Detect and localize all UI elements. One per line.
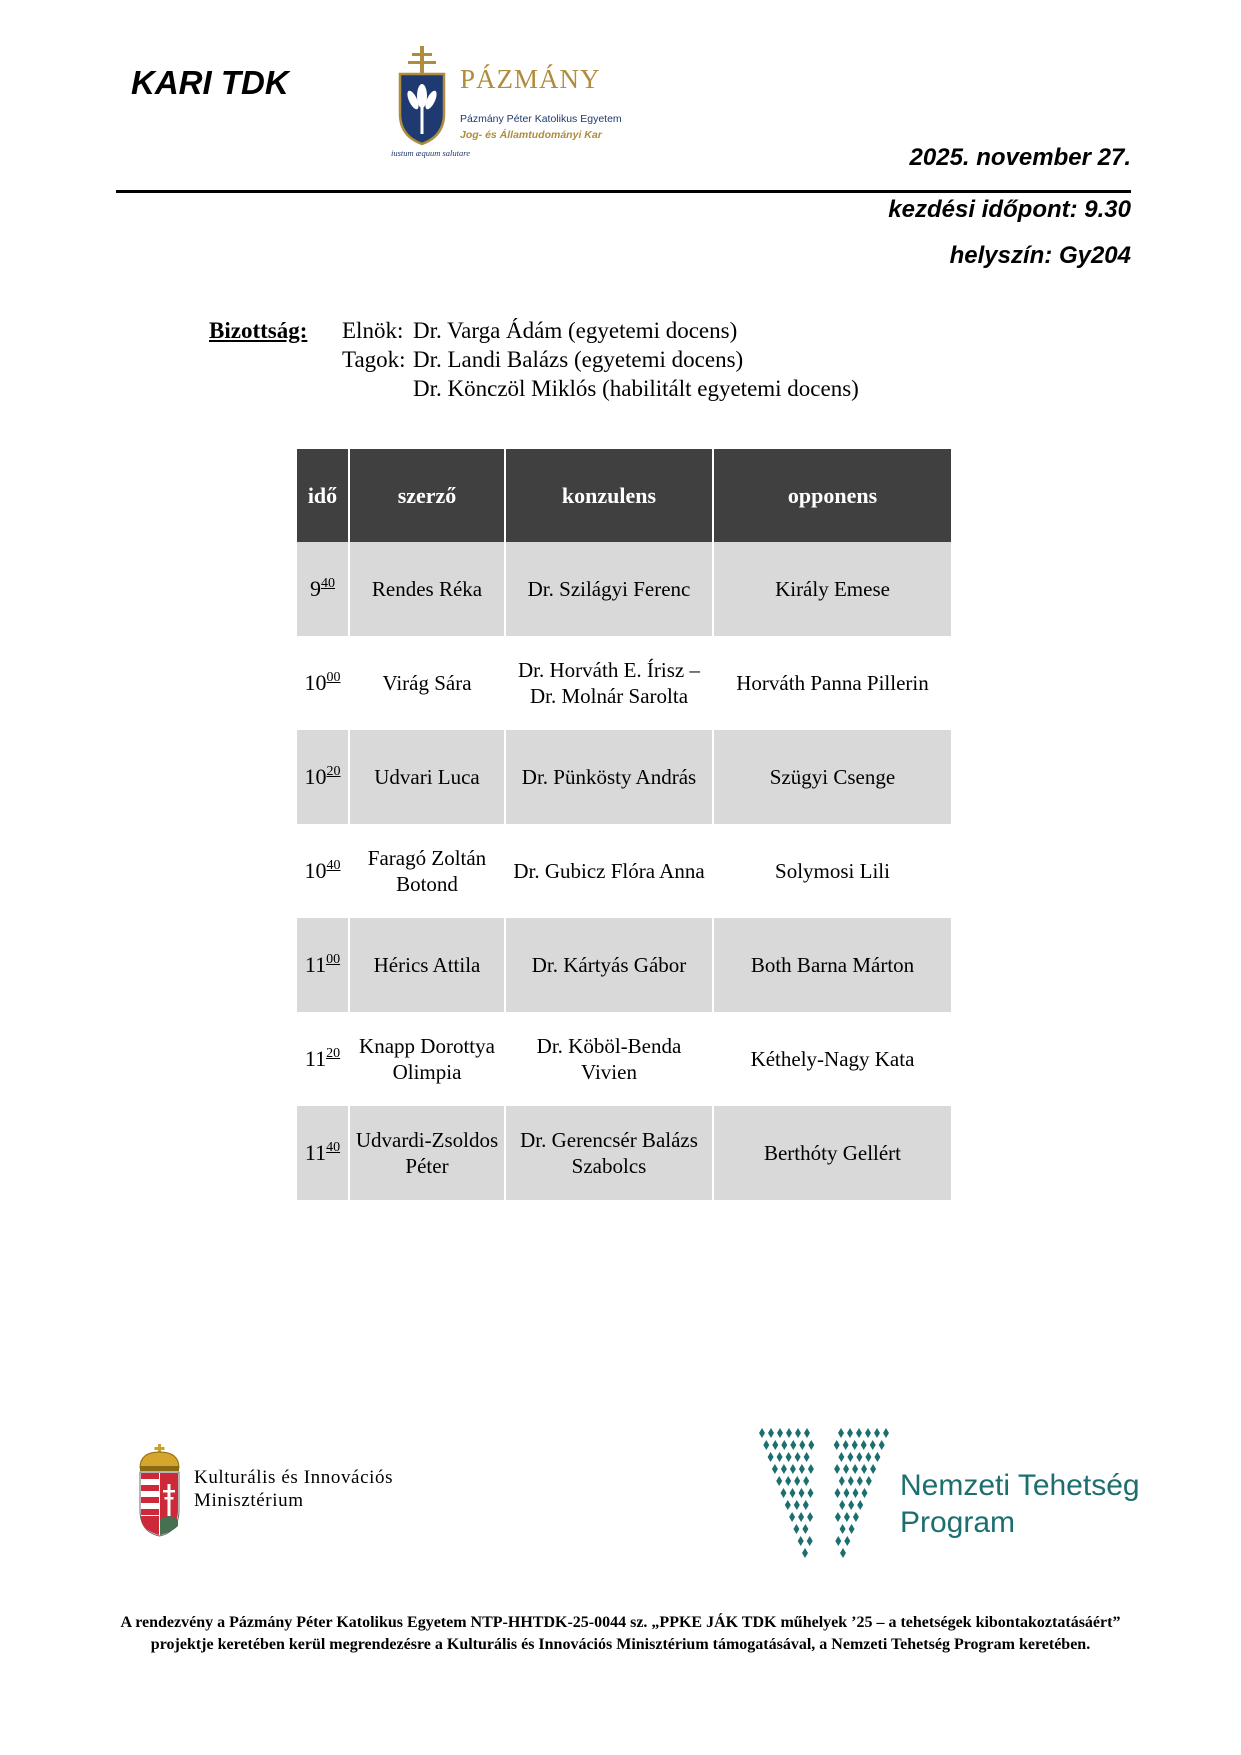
member-name: Dr. Landi Balázs (egyetemi docens)	[413, 347, 744, 372]
pazmany-wordmark: PÁZMÁNY	[460, 64, 601, 94]
opponent-cell: Király Emese	[713, 542, 951, 636]
table-row	[297, 1012, 951, 1106]
committee-label: Bizottság:	[209, 318, 308, 343]
time-minute: 00	[326, 952, 341, 967]
consultant-cell: Dr. Gerencsér Balázs Szabolcs	[505, 1106, 713, 1200]
author-cell: Virág Sára	[349, 636, 505, 730]
chair-role: Elnök:	[342, 318, 404, 343]
university-name: Pázmány Péter Katolikus Egyetem	[460, 113, 622, 125]
time-hour: 11	[304, 1140, 327, 1165]
time-hour: 11	[304, 952, 327, 977]
time-hour: 10	[304, 764, 327, 789]
ministry-logo	[132, 1440, 482, 1540]
time-hour: 10	[304, 670, 327, 695]
author-cell: Rendes Réka	[349, 542, 505, 636]
time-cell	[297, 1012, 349, 1106]
consultant-cell: Dr. Kártyás Gábor	[505, 918, 713, 1012]
chair-name: Dr. Varga Ádám (egyetemi docens)	[413, 318, 738, 343]
consultant-cell: Dr. Szilágyi Ferenc	[505, 542, 713, 636]
ministry-name-line-2: Minisztérium	[194, 1490, 304, 1511]
time-hour: 11	[304, 1046, 327, 1071]
time-cell	[297, 824, 349, 918]
consultant-cell: Dr. Horváth E. Írisz – Dr. Molnár Sarolta	[505, 636, 713, 730]
opponent-cell: Kéthely-Nagy Kata	[750, 1047, 915, 1071]
consultant-cell: Dr. Pünkösty András	[505, 730, 713, 824]
funding-footnote: A rendezvény a Pázmány Péter Katolikus Egyetem NTP-HHTDK-25-0044 sz. „PPKE JÁK TDK műhelyek ’25 – a tehetségek kibontakoztatásáért” projektje keretében kerül megrendezésre a Kulturális és Innovációs Minisztérium támogatásával, a Nemzeti Tehetség Program keretében.	[120, 1614, 1121, 1653]
faculty-name: Jog- és Államtudományi Kar	[460, 129, 602, 141]
time-cell	[297, 542, 349, 636]
pazmany-logo	[388, 44, 658, 160]
time-minute: 40	[321, 576, 335, 591]
motto-text: iustum æquum salutare	[391, 148, 471, 158]
member-name: Dr. Könczöl Miklós (habilitált egyetemi docens)	[413, 376, 859, 401]
opponent-cell: Both Barna Márton	[713, 918, 951, 1012]
table-row	[297, 824, 951, 918]
venue: helyszín: Gy204	[949, 242, 1131, 269]
ntp-name-line-1: Nemzeti Tehetség	[900, 1469, 1140, 1502]
opponent-cell: Szügyi Csenge	[713, 730, 951, 824]
table-row	[297, 1106, 951, 1200]
author-cell: Faragó Zoltán Botond	[349, 824, 505, 918]
page-title: KARI TDK	[131, 64, 289, 101]
opponent-cell: Solymosi Lili	[775, 859, 890, 883]
time-minute: 00	[326, 670, 341, 685]
author-cell: Knapp Dorottya Olimpia	[349, 1012, 505, 1106]
column-header-opponent: opponens	[713, 449, 951, 542]
author-cell: Udvari Luca	[349, 730, 505, 824]
column-header-consultant: konzulens	[505, 449, 713, 542]
time-cell	[297, 636, 349, 730]
ntp-name-line-2: Program	[900, 1506, 1016, 1539]
time-cell	[297, 730, 349, 824]
double-cross-icon	[408, 46, 436, 76]
coat-of-arms-icon	[140, 1444, 179, 1536]
time-cell	[297, 918, 349, 1012]
table-row	[297, 542, 951, 636]
time-minute: 20	[326, 764, 341, 779]
table-row	[297, 918, 951, 1012]
column-header-time: idő	[297, 449, 349, 542]
ministry-name-line-1: Kulturális és Innovációs	[194, 1467, 394, 1488]
table-header-row	[297, 449, 951, 542]
author-cell: Udvardi-Zsoldos Péter	[349, 1106, 505, 1200]
header-divider	[116, 190, 1131, 193]
opponent-cell: Horváth Panna Pillerin	[736, 671, 929, 695]
table-row	[297, 636, 951, 730]
time-minute: 20	[326, 1046, 341, 1061]
time-minute: 40	[326, 1140, 341, 1155]
event-date: 2025. november 27.	[909, 144, 1131, 171]
time-cell	[297, 1106, 349, 1200]
ntp-emblem-icon	[759, 1428, 889, 1558]
consultant-cell: Dr. Gubicz Flóra Anna	[505, 824, 713, 918]
members-role: Tagok:	[342, 347, 406, 372]
table-row	[297, 730, 951, 824]
time-hour: 10	[304, 858, 327, 883]
time-hour: 9	[310, 576, 321, 601]
time-minute: 40	[326, 858, 341, 873]
start-time: kezdési időpont: 9.30	[888, 196, 1131, 223]
ntp-logo	[752, 1425, 1172, 1577]
consultant-cell: Dr. Köböl-Benda Vivien	[505, 1012, 713, 1106]
opponent-cell: Berthóty Gellért	[713, 1106, 951, 1200]
schedule-table	[297, 449, 951, 1200]
author-cell: Hérics Attila	[349, 918, 505, 1012]
column-header-author: szerző	[349, 449, 505, 542]
